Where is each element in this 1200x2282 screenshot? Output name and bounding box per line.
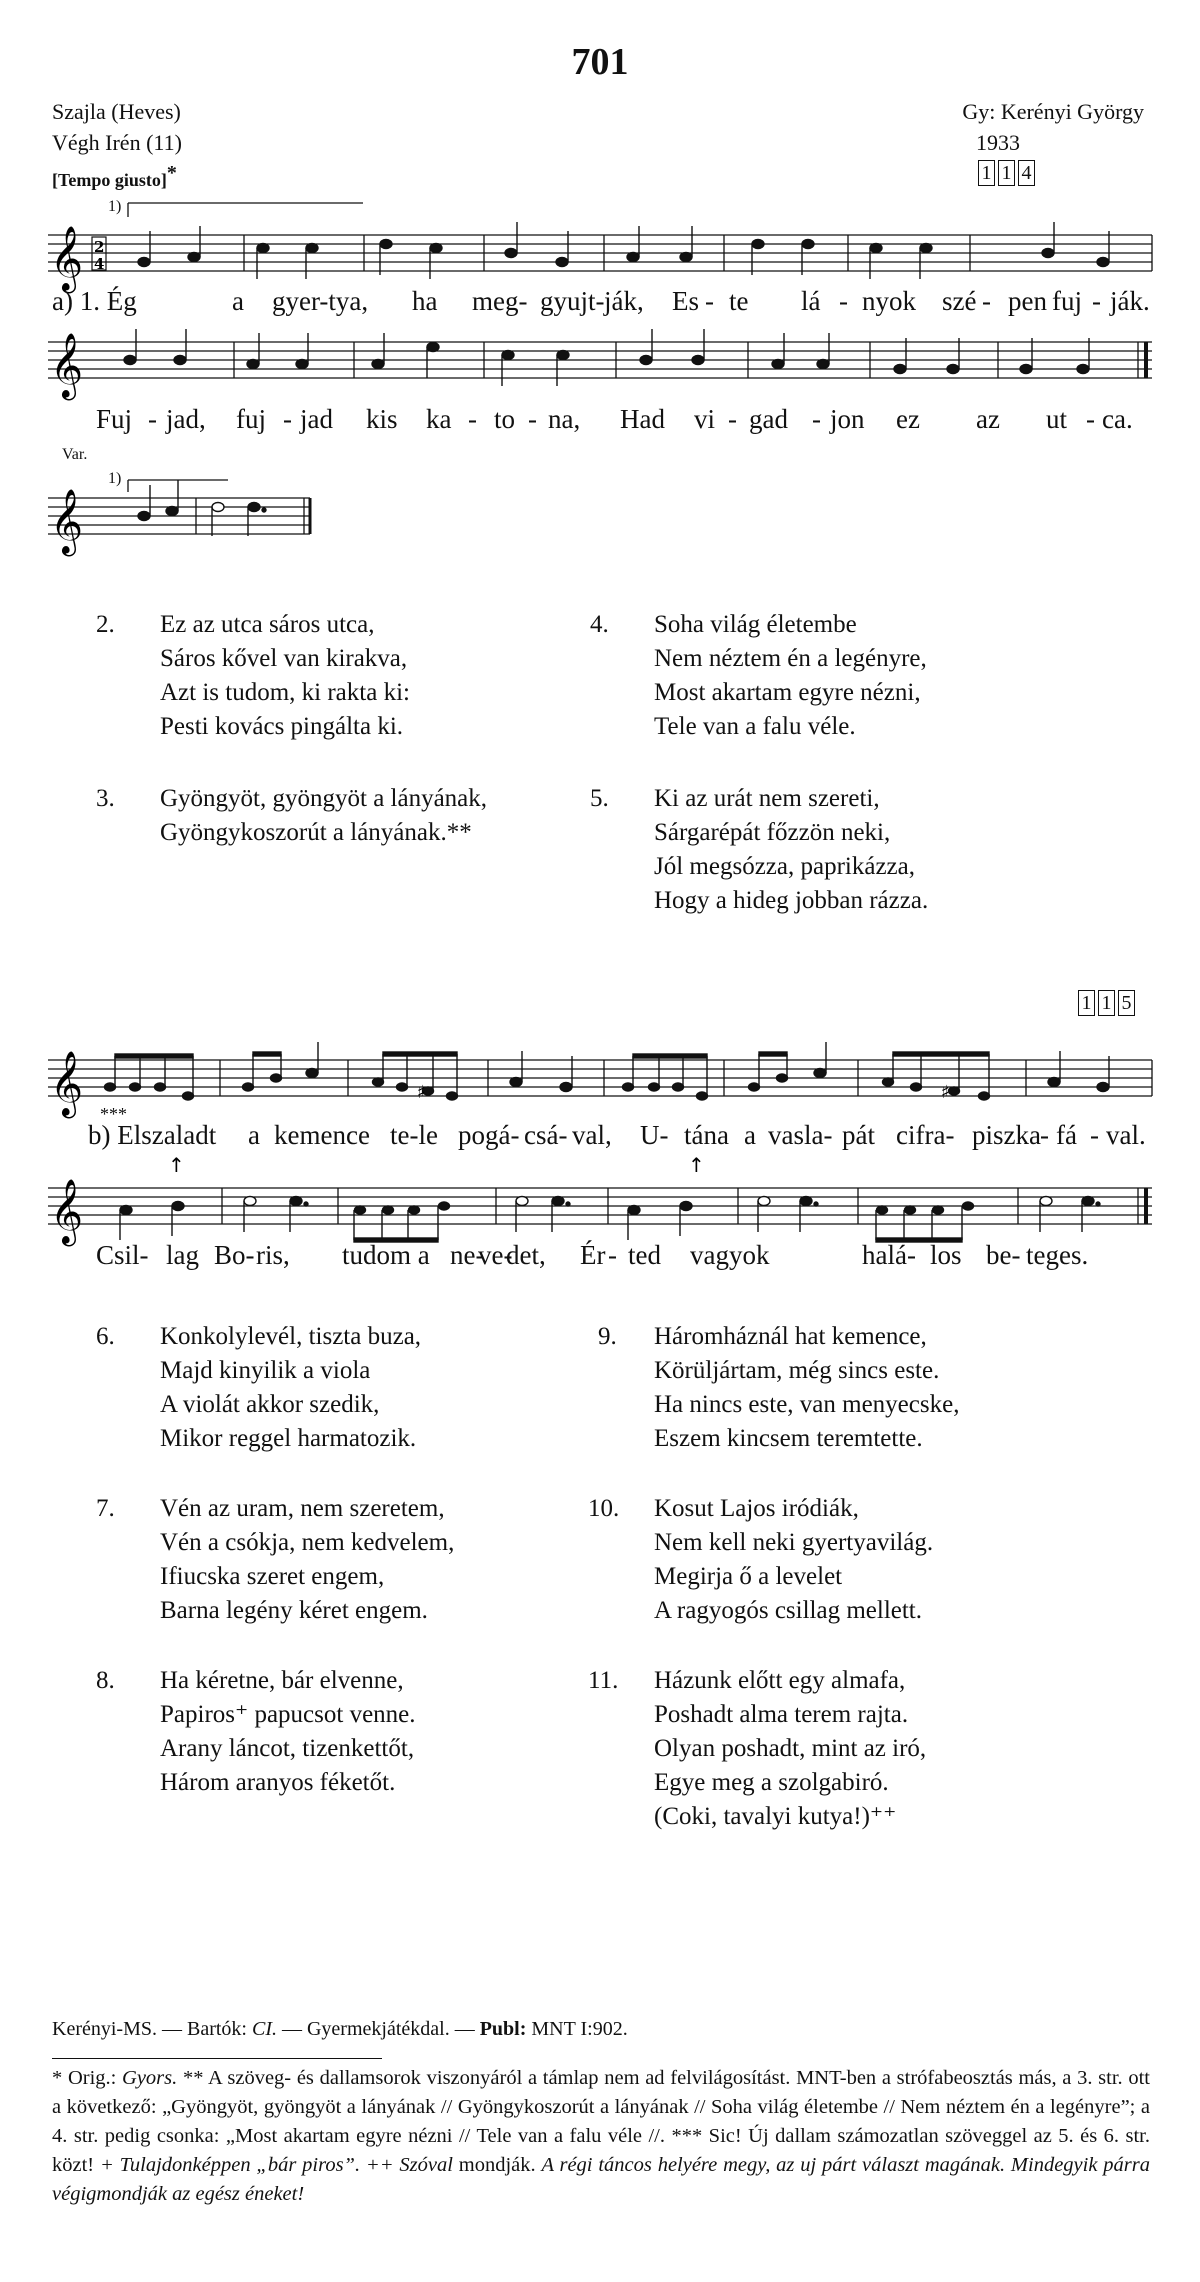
- stanza-line: Háromháznál hat kemence,: [654, 1323, 927, 1350]
- source-part: CI.: [251, 2018, 277, 2040]
- tune-code-b: [1075, 990, 1135, 1016]
- syllable: Fuj: [96, 404, 133, 434]
- syllable: gyer-tya,: [272, 286, 369, 316]
- syllable: jad: [300, 404, 333, 434]
- sharp-icon: ♯: [417, 1082, 426, 1103]
- singer: Végh Irén (11): [52, 130, 182, 155]
- code-b-2: 1: [1098, 990, 1115, 1016]
- stanza-line: Sáros kővel van kirakva,: [160, 645, 408, 672]
- syllable: -: [1086, 404, 1095, 434]
- syllable: na,: [548, 404, 581, 434]
- syllable: a: [744, 1120, 756, 1150]
- tune-code-a: [975, 160, 1035, 186]
- stanza-line: (Coki, tavalyi kutya!)⁺⁺: [654, 1803, 897, 1830]
- syllable: ris,: [256, 1240, 290, 1270]
- stanza-number: 2.: [96, 611, 115, 638]
- syllable: Ér: [580, 1240, 606, 1270]
- stanza-number: 3.: [96, 785, 115, 812]
- stanza-line: Ifiucska szeret engem,: [160, 1563, 385, 1590]
- syllable: tudom a: [342, 1240, 430, 1270]
- syllable: ez: [896, 404, 920, 434]
- syllable: kis: [366, 404, 398, 434]
- stanza-number: 7.: [96, 1495, 115, 1522]
- syllable: -: [1092, 286, 1101, 316]
- collector: Gy: Kerényi György: [962, 99, 1144, 124]
- syllable: ca.: [1102, 404, 1133, 434]
- place: Szajla (Heves): [52, 99, 181, 124]
- syllable: ka: [426, 404, 452, 434]
- syllable: te: [729, 286, 749, 316]
- syllable: jad,: [166, 404, 206, 434]
- treble-clef-icon: 𝄞: [50, 1179, 84, 1244]
- variant-footnote-marker: 1): [108, 470, 122, 487]
- syllable: -: [728, 404, 737, 434]
- stanza-line: A violát akkor szedik,: [160, 1391, 380, 1418]
- stanza-number: 10.: [588, 1495, 620, 1522]
- footnote-part: Gyors.: [122, 2067, 178, 2089]
- syllable: ha: [412, 286, 438, 316]
- code-a-3: 4: [1018, 160, 1035, 186]
- stanza-line: Poshadt alma terem rajta.: [654, 1701, 909, 1728]
- code-a-2: 1: [998, 160, 1015, 186]
- melody-stars: ***: [100, 1104, 127, 1124]
- stanza-line: Egye meg a szolgabiró.: [654, 1769, 889, 1796]
- stanza-line: Vén a csókja, nem kedvelem,: [160, 1529, 455, 1556]
- variant-label: Var.: [62, 446, 88, 463]
- treble-clef-icon: 𝄞: [50, 226, 84, 291]
- syllable: ne-: [450, 1240, 485, 1270]
- stanza-line: Pesti kovács pingálta ki.: [160, 713, 404, 740]
- syllable: vagyok: [690, 1240, 770, 1270]
- stanza-line: Három aranyos féketőt.: [160, 1769, 396, 1796]
- syllable: szé: [942, 286, 977, 316]
- syllable: to: [494, 404, 516, 434]
- syllable: jon: [830, 404, 865, 434]
- syllable: cifra-: [896, 1120, 955, 1150]
- syllable: halá-: [862, 1240, 916, 1270]
- stanza-number: 11.: [588, 1667, 619, 1694]
- up-arrow-icon: ↑: [688, 1153, 705, 1177]
- footnote-part: * Orig.:: [52, 2067, 123, 2089]
- stanza-line: Sárgarépát főzzön neki,: [654, 819, 891, 846]
- syllable: ják.: [1110, 286, 1150, 316]
- stanza-line: Házunk előtt egy almafa,: [654, 1667, 906, 1694]
- stanza-line: Majd kinyilik a viola: [160, 1357, 371, 1384]
- footnote-divider: [52, 2058, 382, 2059]
- syllable: pát: [842, 1120, 875, 1150]
- syllable: pen: [1008, 286, 1047, 316]
- stanza-line: Barna legény kéret engem.: [160, 1597, 428, 1624]
- syllable: b) Elszaladt: [88, 1120, 217, 1150]
- syllable: val.: [1106, 1120, 1146, 1150]
- year: 1933: [976, 130, 1020, 155]
- syllable: -: [608, 1240, 617, 1270]
- source-part: Publ:: [479, 2018, 527, 2040]
- source-part: — Gyermekjátékdal. —: [276, 2018, 480, 2040]
- syllable: ve-: [478, 1240, 513, 1270]
- stanza-line: Most akartam egyre nézni,: [654, 679, 921, 706]
- syllable: a: [248, 1120, 260, 1150]
- stanza-number: 5.: [590, 785, 609, 812]
- syllable: -: [812, 404, 821, 434]
- treble-clef-icon: 𝄞: [50, 489, 84, 554]
- syllable: -: [148, 404, 157, 434]
- syllable: gad: [749, 404, 788, 434]
- syllable: fuj: [236, 404, 266, 434]
- syllable: meg-: [472, 286, 528, 316]
- syllable: csá-: [524, 1120, 568, 1150]
- stanza-line: Kosut Lajos iródiák,: [654, 1495, 859, 1522]
- treble-clef-icon: 𝄞: [50, 333, 84, 398]
- stanza-10: [588, 1492, 1118, 1632]
- syllable: vasla-: [768, 1120, 833, 1150]
- stanza-line: Tele van a falu véle.: [654, 713, 856, 740]
- stanza-line: Nem néztem én a legényre,: [654, 645, 927, 672]
- lyrics-b-line2: [96, 1240, 1156, 1276]
- footnote-part: ** A szöveg- és dallamsorok viszonyáról a támlap nem ad felvilágosítást. MNT-ben a strófabeosztás más, a 3. str. ott a következő: „Gyöngyöt, gyöngyöt a lányának // Gyöngykoszorút a lányának // Soha világ életembe // Nem néztem én a legényre”; a 4. str. pedig csonka: „Most akartam egyre nézni // Tele van a falu véle //. *** Sic! Új dallam számozatlan szöveggel az 5. és 6. str. közt!: [52, 2067, 1150, 2176]
- syllable: fuj: [1052, 286, 1082, 316]
- syllable: Bo-: [214, 1240, 255, 1270]
- stanza-line: Gyöngykoszorút a lányának.**: [160, 819, 472, 846]
- syllable: lá: [801, 286, 821, 316]
- syllable: Had: [620, 404, 665, 434]
- syllable: Csil-: [96, 1240, 149, 1270]
- stanza-number: 6.: [96, 1323, 115, 1350]
- footnote-part: + Tulajdonképpen „bár piros”. ++ Szóval: [99, 2154, 453, 2176]
- up-arrow-icon: ↑: [168, 1153, 185, 1177]
- stanza-3: [96, 782, 596, 862]
- stanza-line: Arany láncot, tizenkettőt,: [160, 1735, 415, 1762]
- footnote: [52, 2064, 1150, 2209]
- code-a-1: 1: [978, 160, 995, 186]
- stanza-line: A ragyogós csillag mellett.: [654, 1597, 923, 1624]
- stanza-6: [96, 1320, 596, 1460]
- stanza-line: Soha világ életembe: [654, 611, 857, 638]
- page-number: 701: [571, 41, 629, 83]
- stanza-4: [590, 608, 1090, 748]
- syllable: Es: [672, 286, 699, 316]
- syllable: a) 1. Ég: [52, 286, 137, 316]
- stanza-number: 9.: [598, 1323, 617, 1350]
- source-part: MNT I:902.: [526, 2018, 628, 2040]
- footnote-part: A régi táncos helyére megy, az uj párt választ magának. Mindegyik párra végigmondják az egész éneket!: [52, 2154, 1150, 2205]
- stanza-2: [96, 608, 596, 748]
- syllable: kemence: [274, 1120, 370, 1150]
- stanza-line: Olyan poshadt, mint az iró,: [654, 1735, 927, 1762]
- syllable: tána: [684, 1120, 729, 1150]
- stanza-number: 4.: [590, 611, 609, 638]
- syllable: fá: [1056, 1120, 1077, 1150]
- stanza-line: Hogy a hideg jobban rázza.: [654, 887, 929, 914]
- stanza-line: Vén az uram, nem szeretem,: [160, 1495, 445, 1522]
- stanza-5: [590, 782, 1090, 922]
- syllable: val,: [572, 1120, 612, 1150]
- stanza-line: Nem kell neki gyertyavilág.: [654, 1529, 934, 1556]
- stanza-line: Eszem kincsem teremtette.: [654, 1425, 923, 1452]
- syllable: -: [1090, 1120, 1099, 1150]
- stanza-7: [96, 1492, 596, 1632]
- svg-text:4: 4: [94, 255, 105, 273]
- staff-variant: [48, 470, 328, 560]
- code-b-1: 1: [1078, 990, 1095, 1016]
- stanza-line: Jól megsózza, paprikázza,: [654, 853, 915, 880]
- variant-marker: 1): [108, 198, 122, 215]
- lyrics-a-line2: [96, 404, 1156, 440]
- syllable: ják,: [604, 286, 644, 316]
- stanza-line: Gyöngyöt, gyöngyöt a lányának,: [160, 785, 488, 812]
- tempo-marking: [52, 162, 177, 191]
- staff-a2: [48, 312, 1158, 412]
- syllable: -: [982, 286, 991, 316]
- syllable: gyujt-: [540, 286, 605, 316]
- svg-text:2: 2: [94, 238, 105, 256]
- stanza-line: Konkolylevél, tiszta buza,: [160, 1323, 422, 1350]
- stanza-line: Papiros⁺ papucsot venne.: [160, 1701, 416, 1728]
- syllable: -: [528, 404, 537, 434]
- syllable: -: [839, 286, 848, 316]
- stanza-8: [96, 1664, 596, 1804]
- stanza-line: Ki az urát nem szereti,: [654, 785, 880, 812]
- stanza-line: Körüljártam, még sincs este.: [654, 1357, 940, 1384]
- syllable: be-: [986, 1240, 1021, 1270]
- source-part: Kerényi-MS. — Bartók:: [52, 2018, 252, 2040]
- stanza-11: [588, 1664, 1118, 1838]
- syllable: az: [976, 404, 1000, 434]
- stanza-line: Ez az utca sáros utca,: [160, 611, 375, 638]
- syllable: -: [468, 404, 477, 434]
- sharp-icon: ♯: [941, 1082, 950, 1103]
- syllable: -: [705, 286, 714, 316]
- syllable: los: [930, 1240, 962, 1270]
- syllable: te-le: [390, 1120, 438, 1150]
- syllable: ut: [1046, 404, 1068, 434]
- tempo-text: [Tempo giusto]: [52, 170, 167, 190]
- tempo-footnote-mark: *: [166, 162, 177, 184]
- code-b-3: 5: [1118, 990, 1135, 1016]
- footnote-part: mondják.: [452, 2154, 542, 2176]
- stanza-line: Azt is tudom, ki rakta ki:: [160, 679, 410, 706]
- staff-b2: [48, 1148, 1158, 1248]
- syllable: piszka: [972, 1120, 1041, 1150]
- source-line: [52, 2018, 628, 2041]
- treble-clef-icon: 𝄞: [50, 1051, 84, 1116]
- syllable: lag: [166, 1240, 199, 1270]
- syllable: ted: [628, 1240, 661, 1270]
- syllable: nyok: [862, 286, 916, 316]
- stanza-line: Ha nincs este, van menyecske,: [654, 1391, 960, 1418]
- syllable: U-: [640, 1120, 669, 1150]
- syllable: a: [232, 286, 244, 316]
- syllable: teges.: [1026, 1240, 1089, 1270]
- syllable: -: [1040, 1120, 1049, 1150]
- stanza-number: 8.: [96, 1667, 115, 1694]
- stanza-9: [598, 1320, 1118, 1460]
- syllable: det,: [506, 1240, 546, 1270]
- stanza-line: Ha kéretne, bár elvenne,: [160, 1667, 404, 1694]
- syllable: -: [283, 404, 292, 434]
- stanza-line: Megirja ő a levelet: [654, 1563, 843, 1590]
- syllable: vi: [694, 404, 716, 434]
- stanza-line: Mikor reggel harmatozik.: [160, 1425, 417, 1452]
- syllable: pogá-: [458, 1120, 520, 1150]
